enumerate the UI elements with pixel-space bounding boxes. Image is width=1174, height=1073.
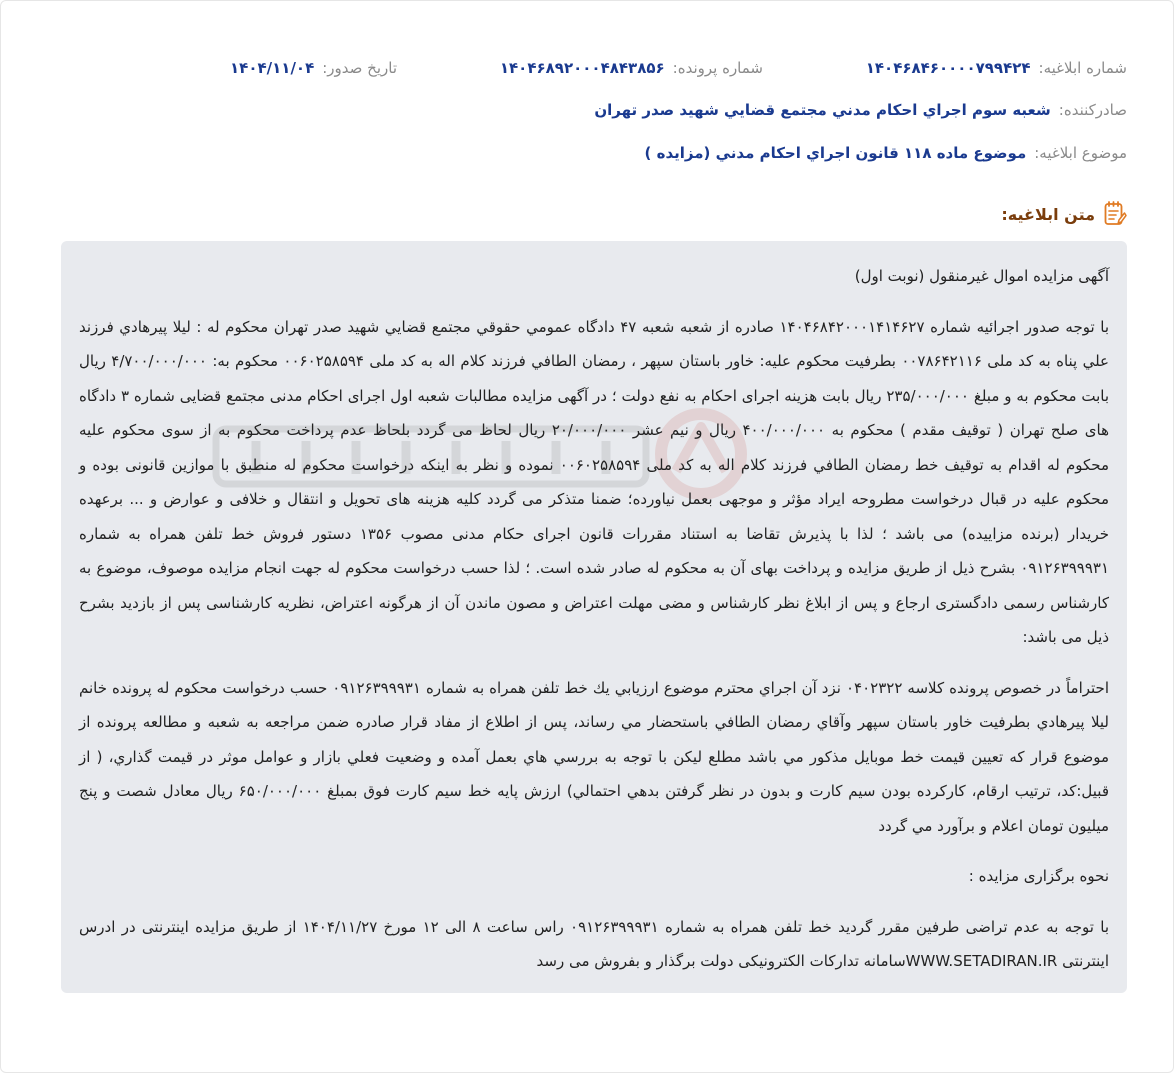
issuer-label: صادرکننده: xyxy=(1058,101,1127,119)
issue-date-value: ۱۴۰۴/۱۱/۰۴ xyxy=(230,59,315,77)
issuer-row xyxy=(594,101,1127,119)
issuer-value: شعبه سوم اجراي احكام مدني مجتمع قضايي شهيد صدر تهران xyxy=(594,101,1051,119)
paragraph-expert-opinion: احتراماً در خصوص پرونده كلاسه ۰۴۰۲۳۲۲ نزد آن اجراي محترم موضوع ارزيابي يك خط تلفن همراه به شماره ۰۹۱۲۶۳۹۹۹۳۱ حسب درخواست محكوم له پرونده خانم ليلا پيرهادي بطرفيت خاور باستان سپهر وآقاي رمضان الطافي باستحضار مي رساند، پس از اطلاع از مفاد قرار صادره ضمن مراجعه به شعبه و مطالعه پرونده از موضوع قرار كه تعيين قيمت خط موبايل مذكور مي باشد مطلع ليكن با توجه به بررسي هاي بعمل آمده و وضعيت فعلي بازار و عوامل موثر در قيمت گذاري، ( از قبيل:كد، ترتيب ارقام، كاركرده بودن سيم كارت و بدون در نظر گرفتن بدهي احتمالي) ارزش پايه خط سيم كارت فوق بمبلغ ۶۵۰/۰۰۰/۰۰۰ ريال معادل شصت و پنج ميليون تومان اعلام و برآورد مي گردد xyxy=(79,678,1109,835)
auction-heading: آگهی مزایده اموال غیرمنقول (نوبت اول) xyxy=(854,267,1109,285)
auction-method-heading: نحوه برگزاری مزایده : xyxy=(968,867,1109,885)
subject-value: موضوع ماده ۱۱۸ قانون اجراي احكام مدني (مزايده ) xyxy=(644,144,1027,162)
issue-date xyxy=(230,59,397,77)
notice-body xyxy=(61,241,1127,993)
subject-row xyxy=(645,144,1127,162)
notice-number xyxy=(866,59,1127,77)
notice-number-value: ۱۴۰۴۶۸۴۶۰۰۰۰۷۹۹۴۲۴ xyxy=(865,59,1031,77)
notice-text-header xyxy=(1001,201,1127,227)
document-text-icon xyxy=(1103,201,1127,227)
subject-label: موضوع ابلاغیه: xyxy=(1034,144,1127,162)
paragraph-execution-details: با توجه صدور اجرائیه شماره ۱۴۰۴۶۸۴۲۰۰۰۱۴۱۴۶۲۷ صادره از شعبه شعبه ۴۷ دادگاه عمومي حقوقي مجتمع قضايي شهيد صدر تهران محكوم له : ليلا پيرهادي فرزند علي پناه به کد ملی ۰۰۷۸۶۴۲۱۱۶ بطرفیت محکوم علیه: خاور باستان سپهر ، رمضان الطافي فرزند كلام اله به کد ملی ۰۰۶۰۲۵۸۵۹۴ محکوم به: ۴/۷۰۰/۰۰۰/۰۰۰ ریال بابت محکوم به و مبلغ ۲۳۵/۰۰۰/۰۰۰ ریال بابت هزینه اجرای احکام به نفع دولت ؛ در آگهی مزایده مطالبات شعبه اول اجرای احکام مدنی مجتمع قضایی شماره ۳ دادگاه های صلح تهران ( توقیف مقدم ) محکوم به ۴۰۰/۰۰۰/۰۰۰ ریال و نیم عشر ۲۰/۰۰۰/۰۰۰ ریال لحاظ می گردد بلحاظ عدم پرداخت محکوم به از سوی محکوم علیه محکوم له اقدام به توقیف خط رمضان الطافي فرزند كلام اله به کد ملی ۰۰۶۰۲۵۸۵۹۴ نموده و نظر به اینکه درخواست محکوم له منطبق با موازین قانونی بوده و محکوم علیه در قبال درخواست مطروحه ایراد مؤثر و موجهی بعمل نیاورده؛ ضمنا متذکر می گردد کلیه هزینه های تحویل و انتقال و خلافی و عوارض و ... برعهده خریدار (برنده مزاییده) می باشد ؛ لذا با پذیرش تقاضا به استناد مقررات قانون اجرای حکام مدنی مصوب ۱۳۵۶ دستور فروش خط تلفن همراه به شماره ۰۹۱۲۶۳۹۹۹۳۱ بشرح ذیل از طریق مزایده و پرداخت بهای آن به محکوم له صادر شده است. ؛ لذا حسب درخواست محکوم له جهت انجام مزایده موصوف، موضوع به کارشناس رسمی دادگستری ارجاع و پس از ابلاغ نظر کارشناس و مضی مهلت اعتراض و مصون ماندن آن از هرگونه اعتراض، نظریه کارشناسی پس از بازدید بشرح ذیل می باشد: xyxy=(79,317,1110,646)
paragraph-auction-method: با توجه به عدم تراضی طرفین مقرر گردید خط تلفن همراه به شماره ۰۹۱۲۶۳۹۹۹۳۱ راس ساعت ۸ الی ۱۲ مورخ ۱۴۰۴/۱۱/۲۷ از طریق مزایده اینترنتی در ادرس اینترنتی WWW.SETADIRAN.IRسامانه تدارکات الکترونیکی دولت برگذار و بفروش می رسد xyxy=(79,917,1109,970)
case-number xyxy=(500,59,763,77)
case-number-value: ۱۴۰۴۶۸۹۲۰۰۰۴۸۴۳۸۵۶ xyxy=(499,59,665,77)
issue-date-label: تاریخ صدور: xyxy=(322,59,397,77)
notice-text-title: متن ابلاغیه: xyxy=(1001,204,1095,224)
case-number-label: شماره پرونده: xyxy=(672,59,763,77)
notice-number-label: شماره ابلاغیه: xyxy=(1038,59,1127,77)
